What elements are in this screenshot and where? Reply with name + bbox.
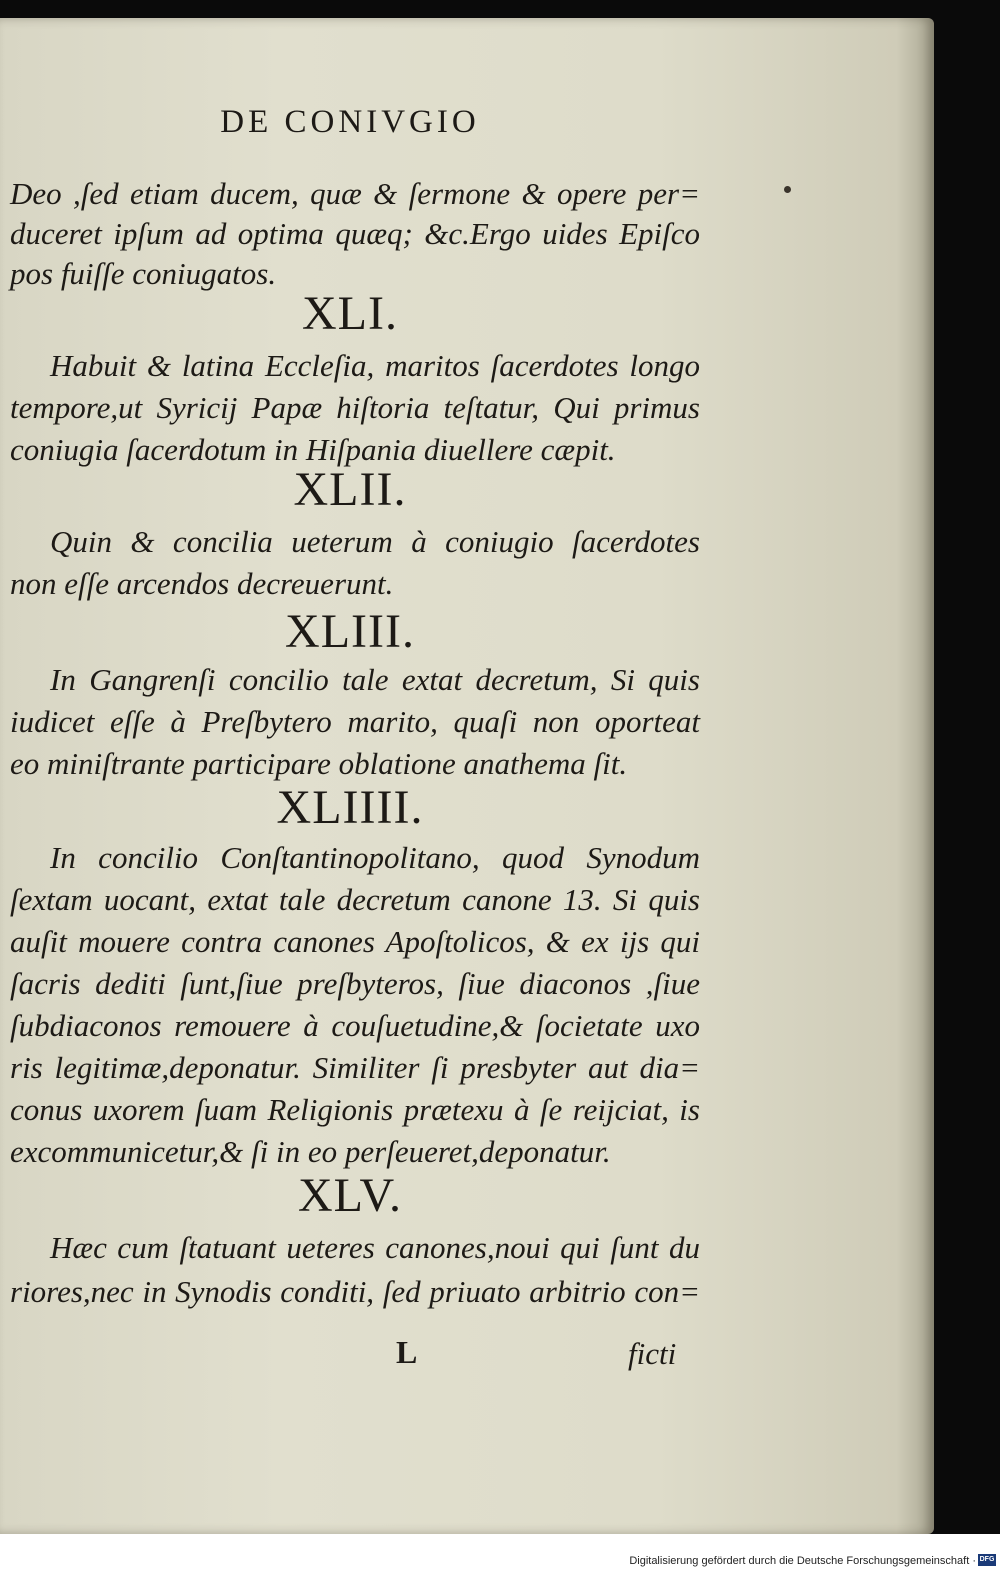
ink-speck: [784, 186, 791, 193]
running-head: DE CONIVGIO: [220, 104, 480, 140]
text-line: In concilio Conſtantinopolitano, quod Synodum: [50, 840, 700, 875]
book-page: [0, 18, 934, 1534]
text-line: In Gangrenſi concilio tale extat decretum, Si quis: [50, 662, 700, 697]
text-line: Hæc cum ſtatuant ueteres canones,noui qui ſunt du: [50, 1230, 700, 1265]
text-line: ſubdiaconos remouere à couſuetudine,& ſocietate uxo: [10, 1008, 700, 1043]
text-line: tempore,ut Syricij Papæ hiſtoria teſtatur, Qui primus: [10, 390, 700, 425]
text-line: conus uxorem ſuam Religionis prætexu à ſe reijciat, is: [10, 1092, 700, 1127]
funding-credit: Digitalisierung gefördert durch die Deutsche Forschungsgemeinschaft ·: [629, 1555, 976, 1567]
text-line: excommunicetur,& ſi in eo perſeueret,deponatur.: [10, 1134, 611, 1169]
text-line: non eſſe arcendos decreuerunt.: [10, 566, 394, 601]
section-numeral: XLII.: [293, 463, 407, 516]
digitization-footer: [0, 1534, 1000, 1591]
text-line: ſacris dediti ſunt,ſiue preſbyteros, ſiue diaconos ,ſiue: [10, 966, 700, 1001]
text-line: duceret ipſum ad optima quæq; &c.Ergo uides Epiſco: [10, 216, 700, 251]
catchword: ficti: [628, 1336, 677, 1371]
dfg-logo: DFG: [978, 1554, 996, 1566]
text-line: iudicet eſſe à Preſbytero marito, quaſi non oporteat: [10, 704, 700, 739]
text-line: auſit mouere contra canones Apoſtolicos, & ex ijs qui: [10, 924, 700, 959]
text-line: Habuit & latina Eccleſia, maritos ſacerdotes longo: [50, 348, 700, 383]
section-numeral: XLI.: [302, 287, 398, 340]
section-numeral: XLIIII.: [276, 781, 424, 834]
signature-mark: L: [396, 1334, 418, 1370]
section-numeral: XLV.: [297, 1169, 403, 1222]
text-line: pos fuiſſe coniugatos.: [10, 256, 277, 291]
text-line: ſextam uocant, extat tale decretum canone 13. Si quis: [10, 882, 700, 917]
section-numeral: XLIII.: [285, 605, 415, 658]
text-line: riores,nec in Synodis conditi, ſed priuato arbitrio con=: [10, 1274, 700, 1309]
page-text: [0, 18, 934, 1534]
text-line: Deo ,ſed etiam ducem, quæ & ſermone & opere per=: [10, 176, 700, 211]
text-line: Quin & concilia ueterum à coniugio ſacerdotes: [50, 524, 700, 559]
text-line: coniugia ſacerdotum in Hiſpania diuellere cæpit.: [10, 432, 616, 467]
text-line: ris legitimæ,deponatur. Similiter ſi presbyter aut dia=: [10, 1050, 700, 1085]
text-line: eo miniſtrante participare oblatione anathema ſit.: [10, 746, 628, 781]
